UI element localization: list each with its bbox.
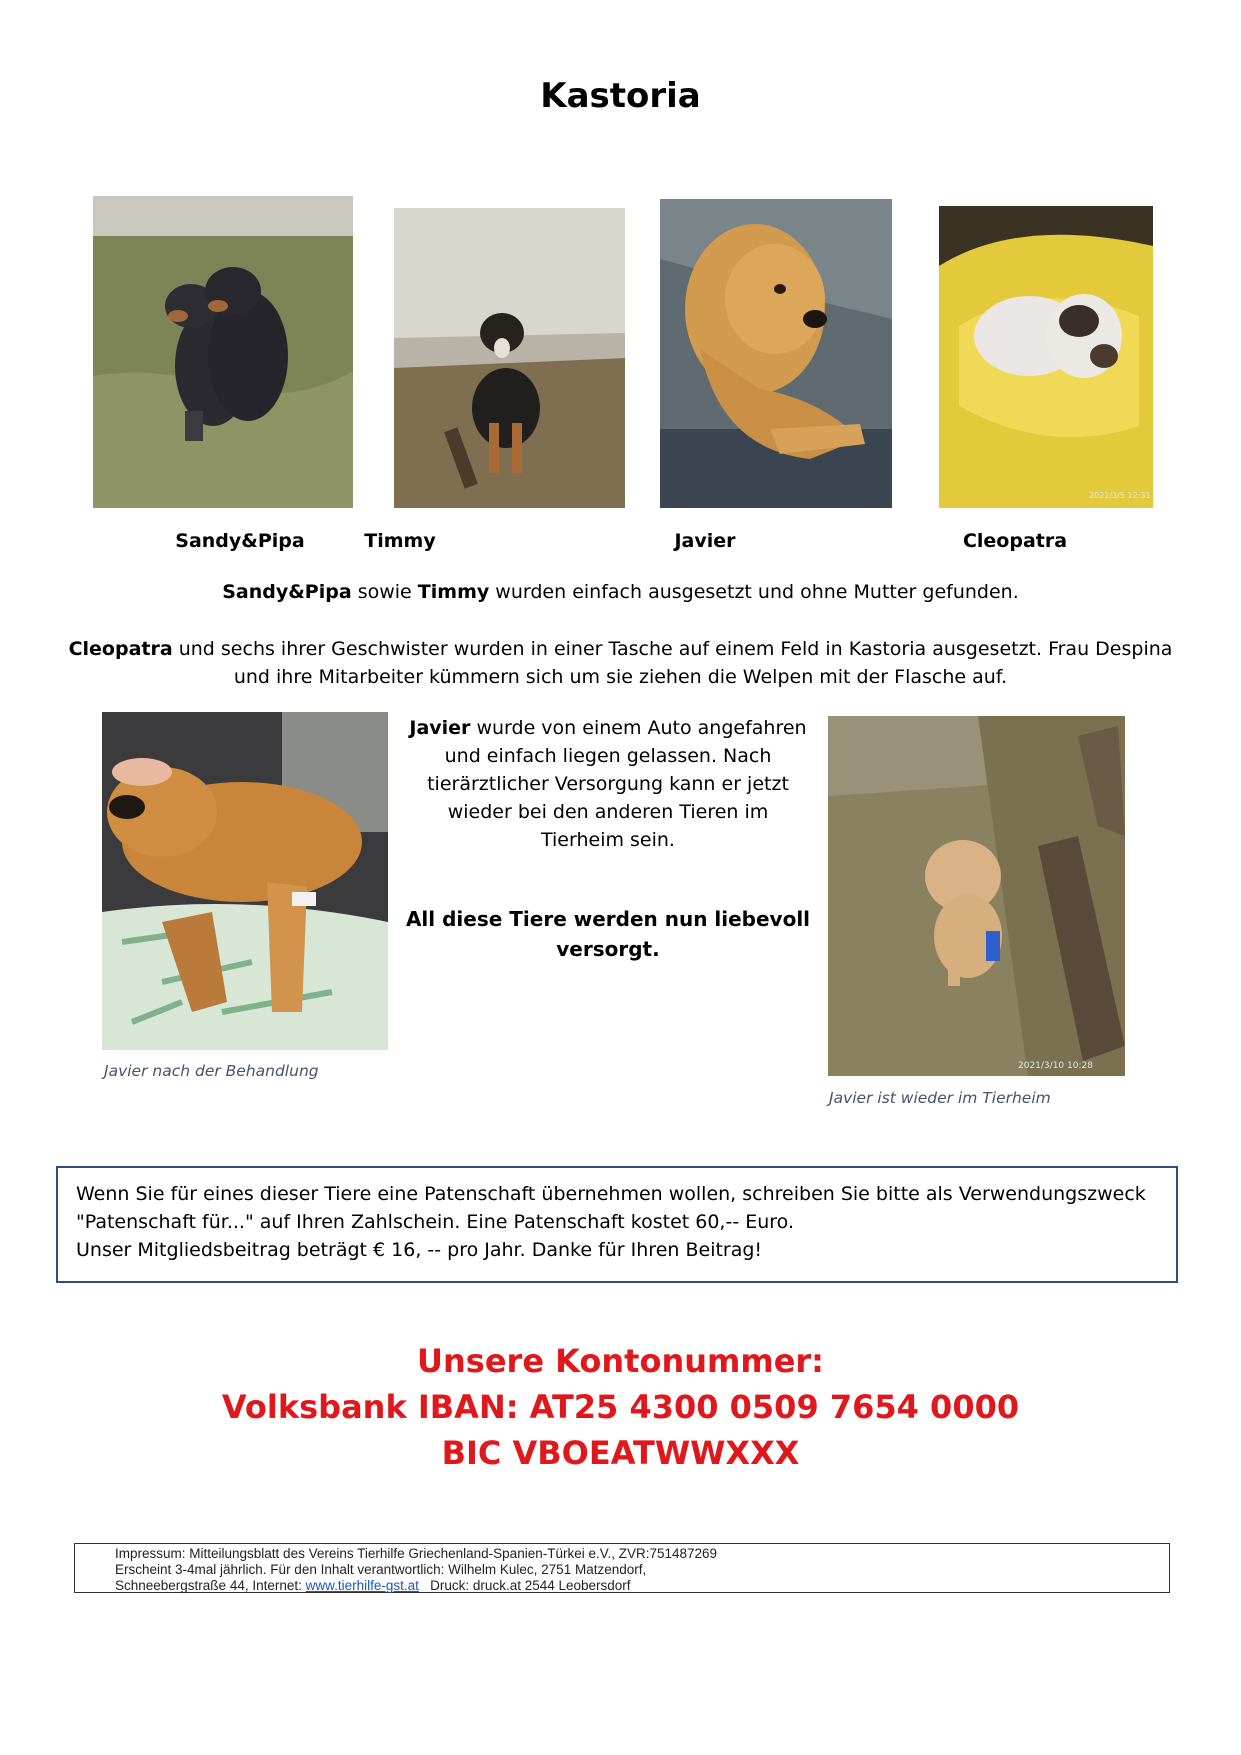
website-link[interactable]: www.tierhilfe-gst.at (305, 1578, 419, 1593)
photo-timmy (394, 208, 625, 508)
account-heading: Unsere Kontonummer: (417, 1342, 824, 1380)
label-javier: Javier (674, 530, 736, 552)
name-javier: Javier (409, 717, 471, 739)
photo-javier (660, 199, 892, 508)
paragraph-abandoned (0, 578, 1241, 606)
name-sandy-pipa: Sandy&Pipa (222, 581, 352, 603)
caption-treatment: Javier nach der Behandlung (104, 1062, 319, 1080)
cleopatra-timestamp: 2021/3/5 12:31 (1089, 491, 1151, 500)
photo-cleopatra (939, 206, 1153, 508)
label-sandy-pipa: Sandy&Pipa (175, 530, 305, 552)
javier-story (405, 714, 811, 854)
impressum-print: Druck: druck.at 2544 Leobersdorf (418, 1578, 631, 1593)
photo-sandy-pipa (93, 196, 353, 508)
name-cleopatra: Cleopatra (68, 638, 173, 660)
sponsorship-line-2: "Patenschaft für..." auf Ihren Zahlschein. Eine Patenschaft kostet 60,-- Euro. (76, 1211, 794, 1233)
impressum-line-2: Erscheint 3-4mal jährlich. Für den Inhalt verantwortlich: Wilhelm Kulec, 2751 Matzendorf, (115, 1562, 647, 1577)
sponsorship-line-1: Wenn Sie für eines dieser Tiere eine Patenschaft übernehmen wollen, schreiben Sie bitte als Verwendungszweck (76, 1183, 1146, 1205)
impressum-box (74, 1543, 1170, 1593)
account-bic: BIC VBOEATWWXXX (441, 1434, 800, 1472)
shelter-timestamp: 2021/3/10 10:28 (1018, 1061, 1093, 1071)
impressum-line-1: Impressum: Mitteilungsblatt des Vereins Tierhilfe Griechenland-Spanien-Türkei e.V., ZVR:751487269 (115, 1546, 718, 1561)
sponsorship-line-3: Unser Mitgliedsbeitrag beträgt € 16, -- pro Jahr. Danke für Ihren Beitrag! (76, 1239, 763, 1261)
photo-javier-shelter (828, 716, 1125, 1076)
account-iban: Volksbank IBAN: AT25 4300 0509 7654 0000 (221, 1388, 1020, 1426)
photo-javier-treatment (102, 712, 388, 1050)
p1-text-b: wurden einfach ausgesetzt und ohne Mutter gefunden. (489, 581, 1019, 603)
label-timmy: Timmy (364, 530, 436, 552)
label-cleopatra: Cleopatra (962, 530, 1068, 552)
p2-line2: und ihre Mitarbeiter kümmern sich um sie ziehen die Welpen mit der Flasche auf. (233, 666, 1008, 688)
p1-text-a: sowie (351, 581, 418, 603)
impressum-line-3 (115, 1578, 1169, 1594)
closing-statement: All diese Tiere werden nun liebevoll versorgt. (405, 907, 811, 961)
caption-shelter: Javier ist wieder im Tierheim (829, 1089, 1051, 1107)
javier-story-body: wurde von einem Auto angefahren und einfach liegen gelassen. Nach tierärztlicher Versorgung kann er jetzt wieder bei den anderen Tieren im Tierheim sein. (427, 717, 807, 851)
impressum-address: Schneebergstraße 44, Internet: (115, 1578, 306, 1593)
page-title: Kastoria (540, 76, 701, 116)
name-timmy: Timmy (417, 581, 490, 603)
sponsorship-box (56, 1166, 1178, 1283)
paragraph-cleopatra (0, 635, 1241, 691)
p2-line1: und sechs ihrer Geschwister wurden in einer Tasche auf einem Feld in Kastoria ausgesetzt. Frau Despina (172, 638, 1173, 660)
